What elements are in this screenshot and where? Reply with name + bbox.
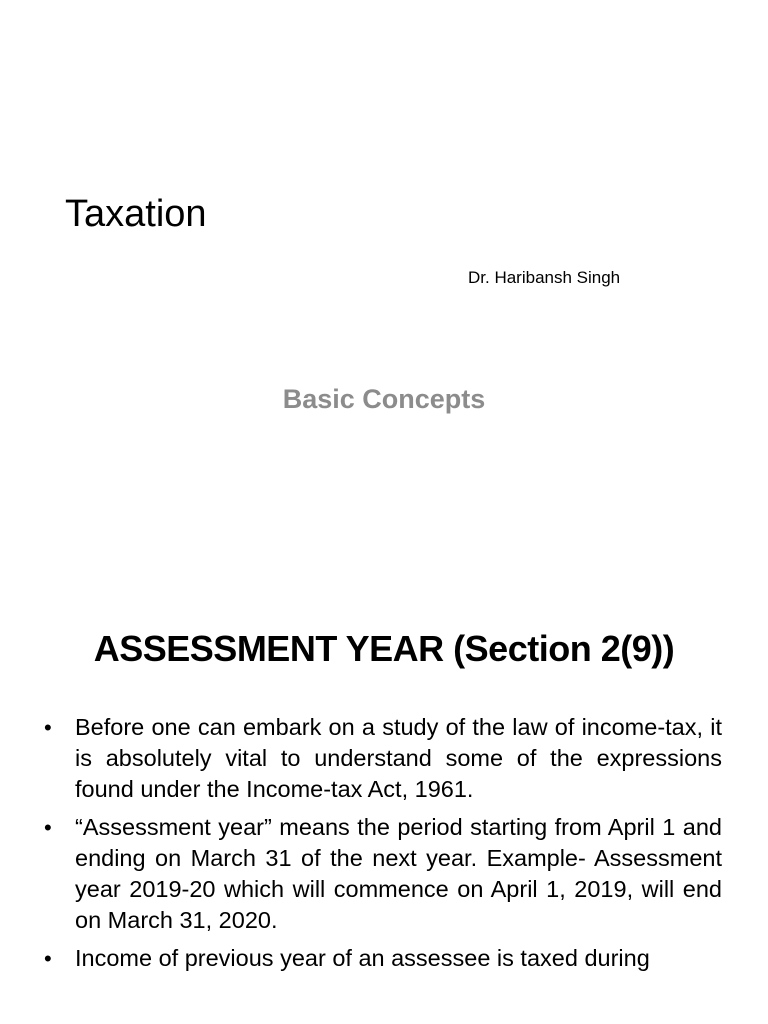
bullet-icon: • [44,815,52,840]
bullet-text: Before one can embark on a study of the law of income-tax, it is absolutely vital to understand some of the expressions found under the Income-tax Act, 1961. [75,714,722,802]
bullet-text: “Assessment year” means the period starting from April 1 and ending on March 31 of the next year. Example- Assessment year 2019-20 which will commence on April 1, 2019, will end on March 31, 2020. [75,814,722,933]
bullet-item [44,712,722,805]
bullet-item [44,943,722,974]
bullet-icon: • [44,715,52,740]
author-name: Dr. Haribansh Singh [468,268,621,287]
bullet-list [44,712,722,981]
slide-title: Taxation [65,193,207,235]
bullet-item [44,812,722,936]
bullet-icon: • [44,946,52,971]
bullet-text: Income of previous year of an assessee is taxed during [75,945,650,971]
section-heading: ASSESSMENT YEAR (Section 2(9)) [93,628,675,669]
slide-subtitle: Basic Concepts [282,384,486,414]
content-slide [0,576,768,1024]
